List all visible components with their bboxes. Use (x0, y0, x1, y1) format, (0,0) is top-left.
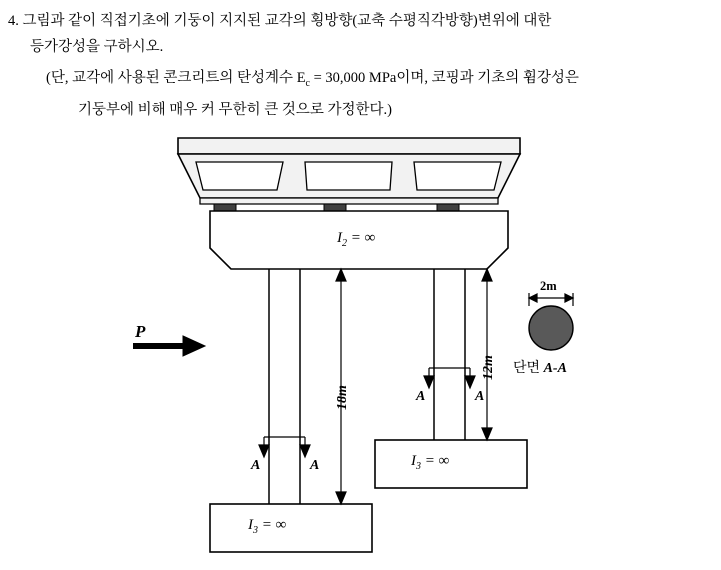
question-text-3-pre: (단, 교각에 사용된 콘크리트의 탄성계수 E (46, 70, 306, 86)
right-footing-I: I (411, 453, 416, 469)
section-cut-left (259, 437, 310, 457)
dim-2m (529, 293, 573, 306)
right-footing-stiffness-label (411, 453, 449, 472)
question-text-1: 그림과 같이 직접기초에 기둥이 지지된 교각의 횡방향(교축 수평직각방향)변위에 대한 (22, 13, 552, 29)
question-text-3-post: = 30,000 MPa이며, 코핑과 기초의 휨강성은 (310, 70, 579, 86)
section-caption-label: A-A (543, 361, 567, 376)
dimension-18m: 18m (335, 385, 350, 410)
section-diameter-label: 2m (540, 279, 557, 293)
question-number: 4. (8, 13, 19, 29)
left-footing (210, 504, 372, 552)
right-footing-I-value: = ∞ (424, 453, 450, 469)
elastic-modulus-subscript: c (305, 77, 310, 89)
question-block (8, 8, 714, 123)
section-caption (513, 357, 567, 377)
left-footing-I-value: = ∞ (261, 517, 287, 533)
pier-diagram-svg (0, 130, 721, 570)
question-line-3 (8, 65, 714, 97)
column-cross-section (529, 306, 573, 350)
right-footing-I-subscript: 3 (416, 461, 421, 472)
section-marker-left-a2: A (310, 458, 320, 473)
section-cut-right (424, 368, 475, 388)
question-text-2: 등가강성을 구하시오. (30, 39, 164, 55)
right-column (434, 269, 465, 440)
bearings-group (214, 204, 459, 211)
left-footing-stiffness-label (248, 517, 286, 536)
right-footing (375, 440, 527, 488)
question-line-1 (8, 8, 714, 34)
bearing-center (324, 204, 346, 211)
section-marker-right-a1: A (416, 389, 426, 404)
coping-I-subscript: 2 (342, 238, 347, 249)
dimension-12m: 12m (481, 355, 496, 380)
bearing-right (437, 204, 459, 211)
bearing-left (214, 204, 236, 211)
left-footing-I-subscript: 3 (253, 525, 258, 536)
section-marker-left-a1: A (251, 458, 261, 473)
left-column (269, 269, 300, 504)
load-label-P: P (135, 322, 146, 341)
pier-figure (0, 130, 721, 570)
coping-I: I (337, 230, 342, 246)
section-marker-right-a2: A (475, 389, 485, 404)
left-footing-I: I (248, 517, 253, 533)
question-line-2 (8, 34, 714, 60)
superstructure-group (178, 138, 520, 204)
question-text-4: 기둥부에 비해 매우 커 무한히 큰 것으로 가정한다.) (78, 101, 392, 118)
coping-stiffness-label (337, 230, 375, 249)
section-caption-text: 단면 (513, 361, 544, 376)
question-line-4 (8, 97, 714, 123)
coping-I-value: = ∞ (350, 230, 376, 246)
